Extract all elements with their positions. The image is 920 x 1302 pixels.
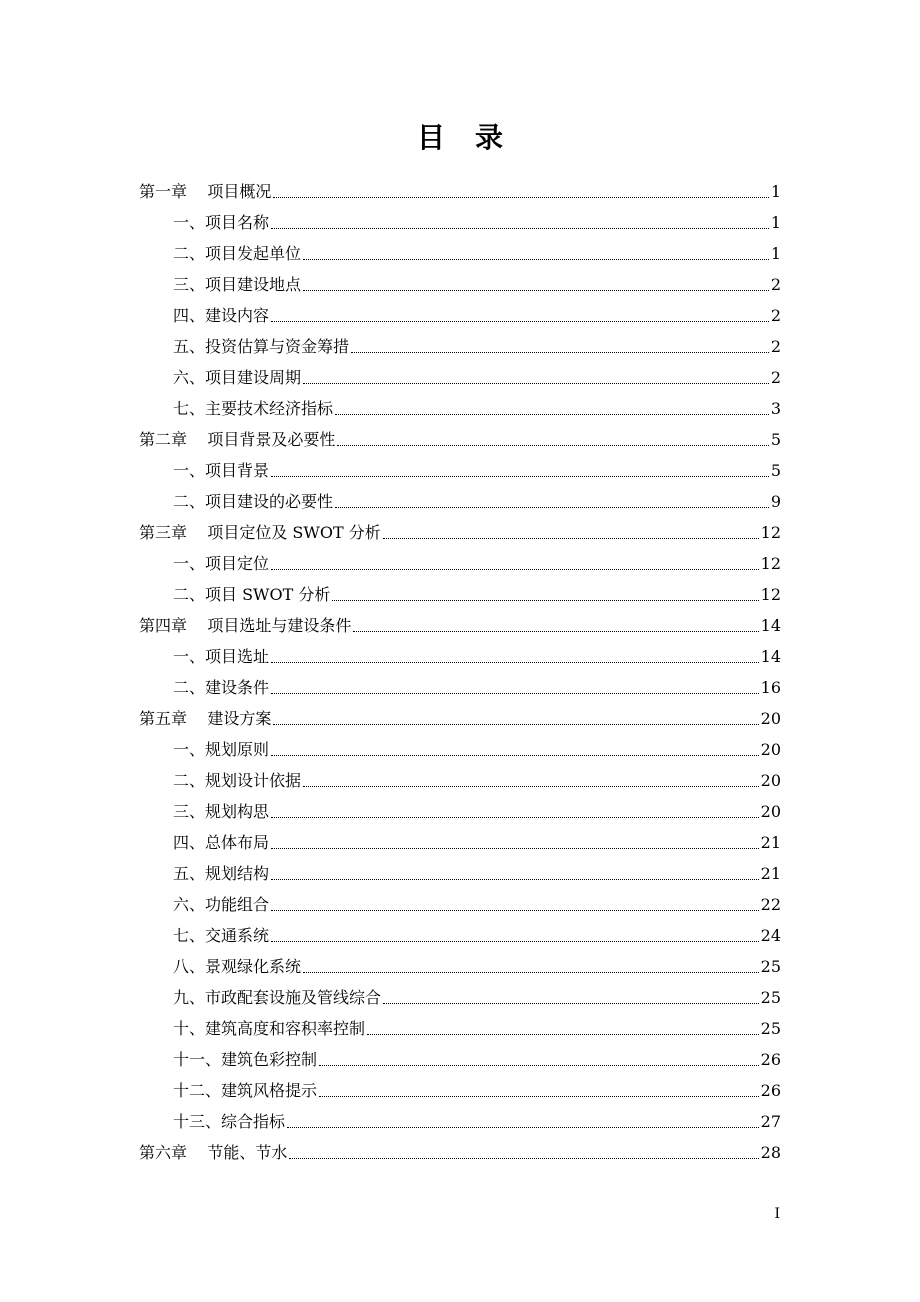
toc-entry-page: 9 bbox=[770, 492, 781, 511]
toc-section-entry[interactable] bbox=[139, 951, 781, 982]
toc-entry-label: 一、规划原则 bbox=[173, 740, 270, 759]
toc-entry-label: 十二、建筑风格提示 bbox=[173, 1081, 318, 1100]
toc-entry-page: 21 bbox=[760, 864, 781, 883]
toc-entry-page: 24 bbox=[760, 926, 781, 945]
toc-entry-page: 26 bbox=[760, 1081, 781, 1100]
toc-entry-label: 八、景观绿化系统 bbox=[173, 957, 302, 976]
toc-chapter-entry[interactable] bbox=[139, 424, 781, 455]
toc-section-entry[interactable] bbox=[139, 796, 781, 827]
dot-leader bbox=[332, 600, 758, 601]
toc-section-entry[interactable] bbox=[139, 1044, 781, 1075]
dot-leader bbox=[353, 631, 758, 632]
toc-entry-page: 20 bbox=[760, 771, 781, 790]
toc-entry-page: 1 bbox=[770, 182, 781, 201]
dot-leader bbox=[319, 1065, 759, 1066]
toc-entry-label: 四、总体布局 bbox=[173, 833, 270, 852]
dot-leader bbox=[271, 662, 759, 663]
toc-entry-page: 16 bbox=[760, 678, 781, 697]
toc-entry-page: 25 bbox=[760, 988, 781, 1007]
dot-leader bbox=[383, 1003, 759, 1004]
dot-leader bbox=[335, 414, 769, 415]
toc-entry-label: 二、建设条件 bbox=[173, 678, 270, 697]
dot-leader bbox=[271, 569, 759, 570]
toc-entry-label: 五、投资估算与资金筹措 bbox=[173, 337, 350, 356]
toc-entry-page: 3 bbox=[770, 399, 781, 418]
toc-chapter-entry[interactable] bbox=[139, 610, 781, 641]
dot-leader bbox=[303, 383, 769, 384]
toc-entry-page: 2 bbox=[770, 337, 781, 356]
dot-leader bbox=[303, 786, 759, 787]
toc-entry-label: 一、项目背景 bbox=[173, 461, 270, 480]
toc-entry-label: 十三、综合指标 bbox=[173, 1112, 286, 1131]
toc-section-entry[interactable] bbox=[139, 1075, 781, 1106]
dot-leader bbox=[271, 848, 759, 849]
dot-leader bbox=[289, 1158, 758, 1159]
toc-section-entry[interactable] bbox=[139, 486, 781, 517]
toc-section-entry[interactable] bbox=[139, 362, 781, 393]
toc-entry-label: 十、建筑高度和容积率控制 bbox=[173, 1019, 366, 1038]
dot-leader bbox=[271, 321, 769, 322]
toc-section-entry[interactable] bbox=[139, 579, 781, 610]
toc-entry-page: 21 bbox=[760, 833, 781, 852]
toc-entry-page: 28 bbox=[760, 1143, 781, 1162]
toc-section-entry[interactable] bbox=[139, 765, 781, 796]
toc-section-entry[interactable] bbox=[139, 207, 781, 238]
toc-entry-label: 六、功能组合 bbox=[173, 895, 270, 914]
dot-leader bbox=[287, 1127, 759, 1128]
toc-section-entry[interactable] bbox=[139, 1106, 781, 1137]
dot-leader bbox=[335, 507, 769, 508]
toc-section-entry[interactable] bbox=[139, 548, 781, 579]
toc-section-entry[interactable] bbox=[139, 827, 781, 858]
toc-entry-page: 20 bbox=[760, 709, 781, 728]
toc-entry-label: 第三章 项目定位及 SWOT 分析 bbox=[139, 523, 381, 542]
toc-section-entry[interactable] bbox=[139, 920, 781, 951]
toc-entry-page: 25 bbox=[760, 1019, 781, 1038]
toc-section-entry[interactable] bbox=[139, 982, 781, 1013]
toc-entry-label: 六、项目建设周期 bbox=[173, 368, 302, 387]
table-of-contents bbox=[139, 176, 781, 1168]
toc-entry-label: 九、市政配套设施及管线综合 bbox=[173, 988, 382, 1007]
toc-section-entry[interactable] bbox=[139, 858, 781, 889]
toc-entry-page: 1 bbox=[770, 244, 781, 263]
toc-entry-page: 5 bbox=[770, 461, 781, 480]
toc-entry-page: 12 bbox=[760, 585, 781, 604]
dot-leader bbox=[303, 259, 769, 260]
toc-entry-label: 第一章 项目概况 bbox=[139, 182, 272, 201]
toc-entry-label: 二、项目建设的必要性 bbox=[173, 492, 334, 511]
toc-section-entry[interactable] bbox=[139, 455, 781, 486]
dot-leader bbox=[367, 1034, 759, 1035]
dot-leader bbox=[383, 538, 759, 539]
toc-entry-label: 第二章 项目背景及必要性 bbox=[139, 430, 336, 449]
toc-section-entry[interactable] bbox=[139, 1013, 781, 1044]
toc-entry-label: 二、规划设计依据 bbox=[173, 771, 302, 790]
toc-entry-label: 二、项目发起单位 bbox=[173, 244, 302, 263]
toc-section-entry[interactable] bbox=[139, 238, 781, 269]
dot-leader bbox=[271, 476, 769, 477]
toc-entry-label: 七、交通系统 bbox=[173, 926, 270, 945]
toc-entry-page: 22 bbox=[760, 895, 781, 914]
dot-leader bbox=[271, 941, 759, 942]
dot-leader bbox=[271, 693, 759, 694]
dot-leader bbox=[303, 972, 759, 973]
toc-chapter-entry[interactable] bbox=[139, 517, 781, 548]
toc-entry-page: 2 bbox=[770, 275, 781, 294]
page-title: 目录 bbox=[416, 121, 533, 154]
toc-entry-page: 1 bbox=[770, 213, 781, 232]
toc-entry-page: 20 bbox=[760, 802, 781, 821]
toc-entry-page: 2 bbox=[770, 368, 781, 387]
toc-section-entry[interactable] bbox=[139, 672, 781, 703]
toc-entry-page: 14 bbox=[760, 647, 781, 666]
toc-section-entry[interactable] bbox=[139, 269, 781, 300]
toc-entry-label: 四、建设内容 bbox=[173, 306, 270, 325]
toc-entry-label: 二、项目 SWOT 分析 bbox=[173, 585, 331, 604]
dot-leader bbox=[271, 879, 759, 880]
toc-chapter-entry[interactable] bbox=[139, 1137, 781, 1168]
dot-leader bbox=[273, 724, 758, 725]
toc-entry-label: 一、项目名称 bbox=[173, 213, 270, 232]
toc-entry-label: 三、规划构思 bbox=[173, 802, 270, 821]
toc-entry-page: 12 bbox=[760, 554, 781, 573]
toc-entry-label: 一、项目定位 bbox=[173, 554, 270, 573]
toc-section-entry[interactable] bbox=[139, 889, 781, 920]
toc-entry-page: 20 bbox=[760, 740, 781, 759]
dot-leader bbox=[303, 290, 769, 291]
toc-entry-label: 七、主要技术经济指标 bbox=[173, 399, 334, 418]
toc-entry-label: 一、项目选址 bbox=[173, 647, 270, 666]
dot-leader bbox=[273, 197, 768, 198]
dot-leader bbox=[271, 228, 769, 229]
toc-entry-label: 第四章 项目选址与建设条件 bbox=[139, 616, 352, 635]
dot-leader bbox=[319, 1096, 759, 1097]
toc-chapter-entry[interactable] bbox=[139, 176, 781, 207]
page-number: I bbox=[774, 1206, 780, 1222]
toc-section-entry[interactable] bbox=[139, 641, 781, 672]
dot-leader bbox=[351, 352, 769, 353]
toc-section-entry[interactable] bbox=[139, 331, 781, 362]
toc-section-entry[interactable] bbox=[139, 734, 781, 765]
dot-leader bbox=[337, 445, 768, 446]
toc-entry-label: 十一、建筑色彩控制 bbox=[173, 1050, 318, 1069]
toc-entry-page: 14 bbox=[760, 616, 781, 635]
toc-entry-page: 26 bbox=[760, 1050, 781, 1069]
toc-entry-page: 2 bbox=[770, 306, 781, 325]
dot-leader bbox=[271, 755, 759, 756]
toc-entry-page: 27 bbox=[760, 1112, 781, 1131]
toc-entry-page: 5 bbox=[770, 430, 781, 449]
toc-entry-label: 五、规划结构 bbox=[173, 864, 270, 883]
toc-entry-label: 第五章 建设方案 bbox=[139, 709, 272, 728]
dot-leader bbox=[271, 910, 759, 911]
toc-entry-page: 25 bbox=[760, 957, 781, 976]
toc-entry-label: 第六章 节能、节水 bbox=[139, 1143, 288, 1162]
toc-entry-label: 三、项目建设地点 bbox=[173, 275, 302, 294]
toc-section-entry[interactable] bbox=[139, 393, 781, 424]
dot-leader bbox=[271, 817, 759, 818]
toc-chapter-entry[interactable] bbox=[139, 703, 781, 734]
toc-entry-page: 12 bbox=[760, 523, 781, 542]
toc-section-entry[interactable] bbox=[139, 300, 781, 331]
